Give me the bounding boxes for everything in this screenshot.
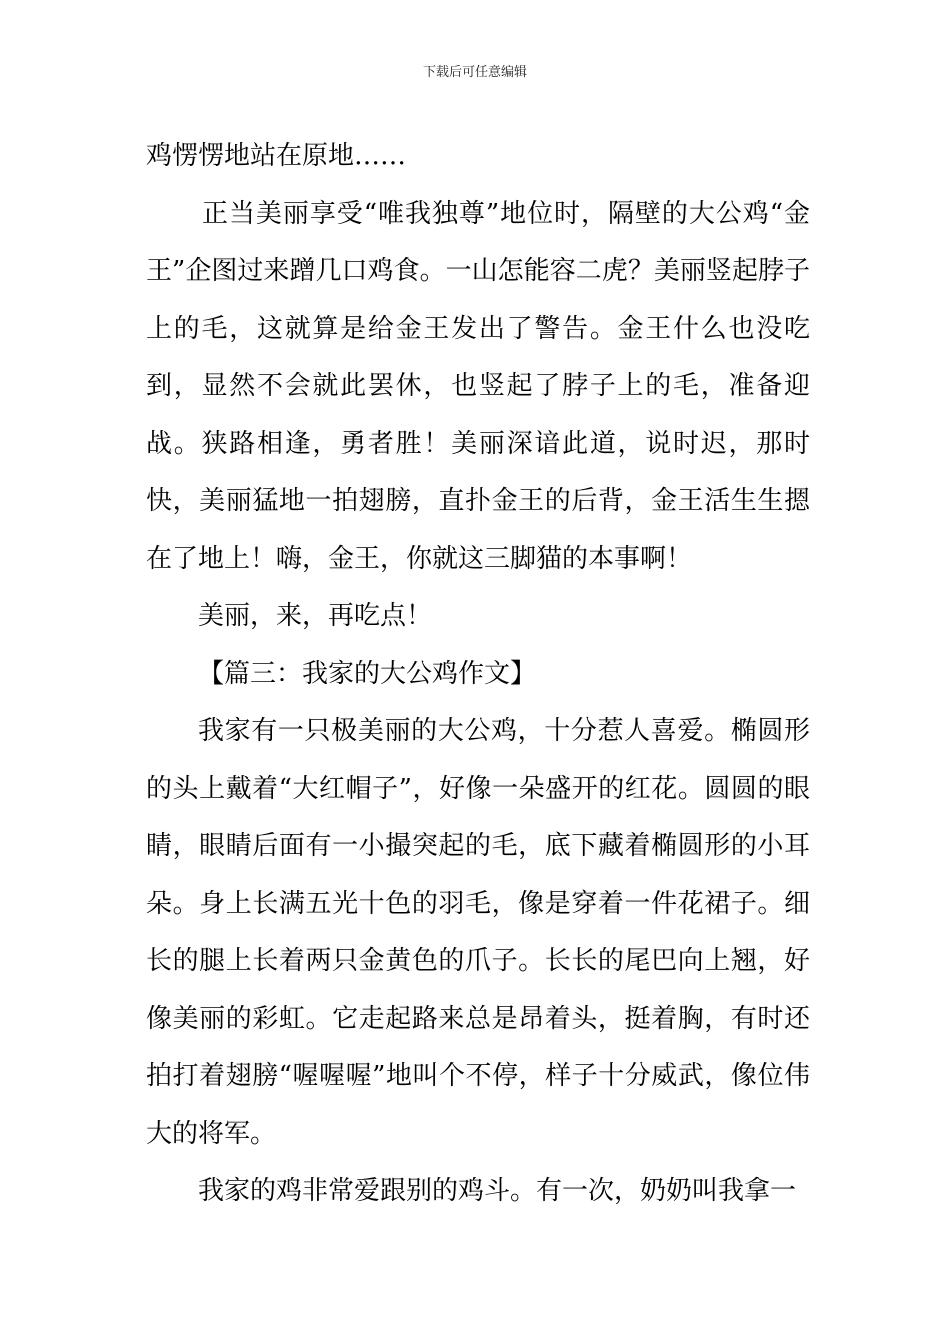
paragraph: 我家有一只极美丽的大公鸡，十分惹人喜爱。椭圆形的头上戴着“大红帽子”，好像一朵盛开的红花。圆圆的眼睛，眼睛后面有一小撮突起的毛，底下藏着椭圆形的小耳朵。身上长满五光十色的羽毛，像是穿着一件花裙子。细长的腿上长着两只金黄色的爪子。长长的尾巴向上翘，好像美丽的彩虹。它走起路来总是昂着头，挺着胸，有时还拍打着翅膀“喔喔喔”地叫个不停，样子十分威武，像位伟大的将军。 xyxy=(146,716,810,1149)
paragraph: 正当美丽享受“唯我独尊”地位时，隔壁的大公鸡“金王”企图过来蹭几口鸡食。一山怎能容二虎？美丽竖起脖子上的毛，这就算是给金王发出了警告。金王什么也没吃到，显然不会就此罢休，也竖起了脖子上的毛，准备迎战。狭路相逢，勇者胜！美丽深谙此道，说时迟，那时快，美丽猛地一拍翅膀，直扑金王的后背，金王活生生摁在了地上！嗨，金王，你就这三脚猫的本事啊！ xyxy=(146,198,810,574)
paragraph: 我家的鸡非常爱跟别的鸡斗。有一次，奶奶叫我拿一 xyxy=(198,1176,797,1206)
document-body xyxy=(146,128,810,1221)
paragraph: 鸡愣愣地站在原地…… xyxy=(146,141,407,171)
page-header: 下载后可任意编辑 xyxy=(422,65,527,80)
paragraph: 美丽，来，再吃点！ xyxy=(198,601,433,631)
section-heading: 【篇三：我家的大公鸡作文】 xyxy=(198,658,537,689)
